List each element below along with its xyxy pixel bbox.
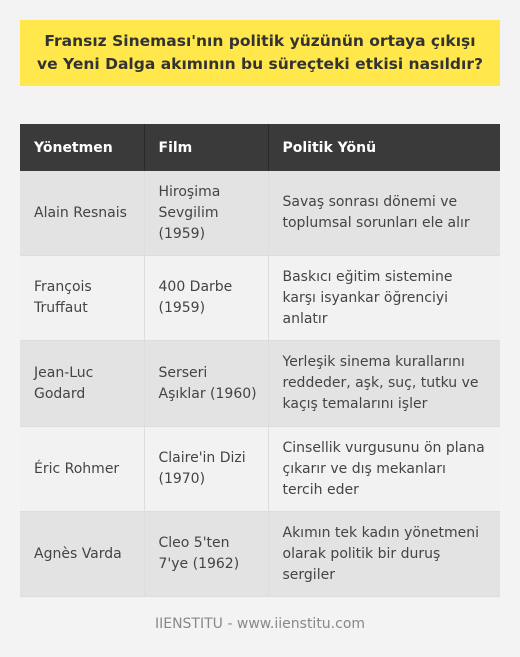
table-row (20, 341, 500, 427)
political-aspect-cell: Baskıcı eğitim sistemine karşı isyankar öğrenciyi anlatır (268, 256, 500, 341)
table-row (20, 512, 500, 597)
political-aspect-cell: Yerleşik sinema kurallarını reddeder, aşk, suç, tutku ve kaçış temalarını işler (268, 341, 500, 427)
director-cell: Éric Rohmer (20, 427, 144, 512)
film-cell: Claire'in Dizi (1970) (144, 427, 268, 512)
film-cell: 400 Darbe (1959) (144, 256, 268, 341)
director-cell: Agnès Varda (20, 512, 144, 597)
director-table (20, 124, 500, 597)
film-cell: Cleo 5'ten 7'ye (1962) (144, 512, 268, 597)
political-aspect-cell: Cinsellik vurgusunu ön plana çıkarır ve dış mekanları tercih eder (268, 427, 500, 512)
table-header-row (20, 124, 500, 171)
footer-credit: IIENSTITU - www.iienstitu.com (154, 616, 366, 632)
title-banner (20, 20, 500, 86)
film-cell: Serseri Aşıklar (1960) (144, 341, 268, 427)
column-header-film: Film (144, 124, 268, 171)
column-header-director: Yönetmen (20, 124, 144, 171)
political-aspect-cell: Akımın tek kadın yönetmeni olarak politik bir duruş sergiler (268, 512, 500, 597)
director-cell: François Truffaut (20, 256, 144, 341)
table-row (20, 171, 500, 256)
table-row (20, 256, 500, 341)
column-header-political-aspect: Politik Yönü (268, 124, 500, 171)
director-cell: Alain Resnais (20, 171, 144, 256)
table-row (20, 427, 500, 512)
director-cell: Jean-Luc Godard (20, 341, 144, 427)
film-cell: Hiroşima Sevgilim (1959) (144, 171, 268, 256)
political-aspect-cell: Savaş sonrası dönemi ve toplumsal sorunları ele alır (268, 171, 500, 256)
page-title: Fransız Sineması'nın politik yüzünün ortaya çıkışı ve Yeni Dalga akımının bu süreçteki etkisi nasıldır? (37, 32, 483, 73)
